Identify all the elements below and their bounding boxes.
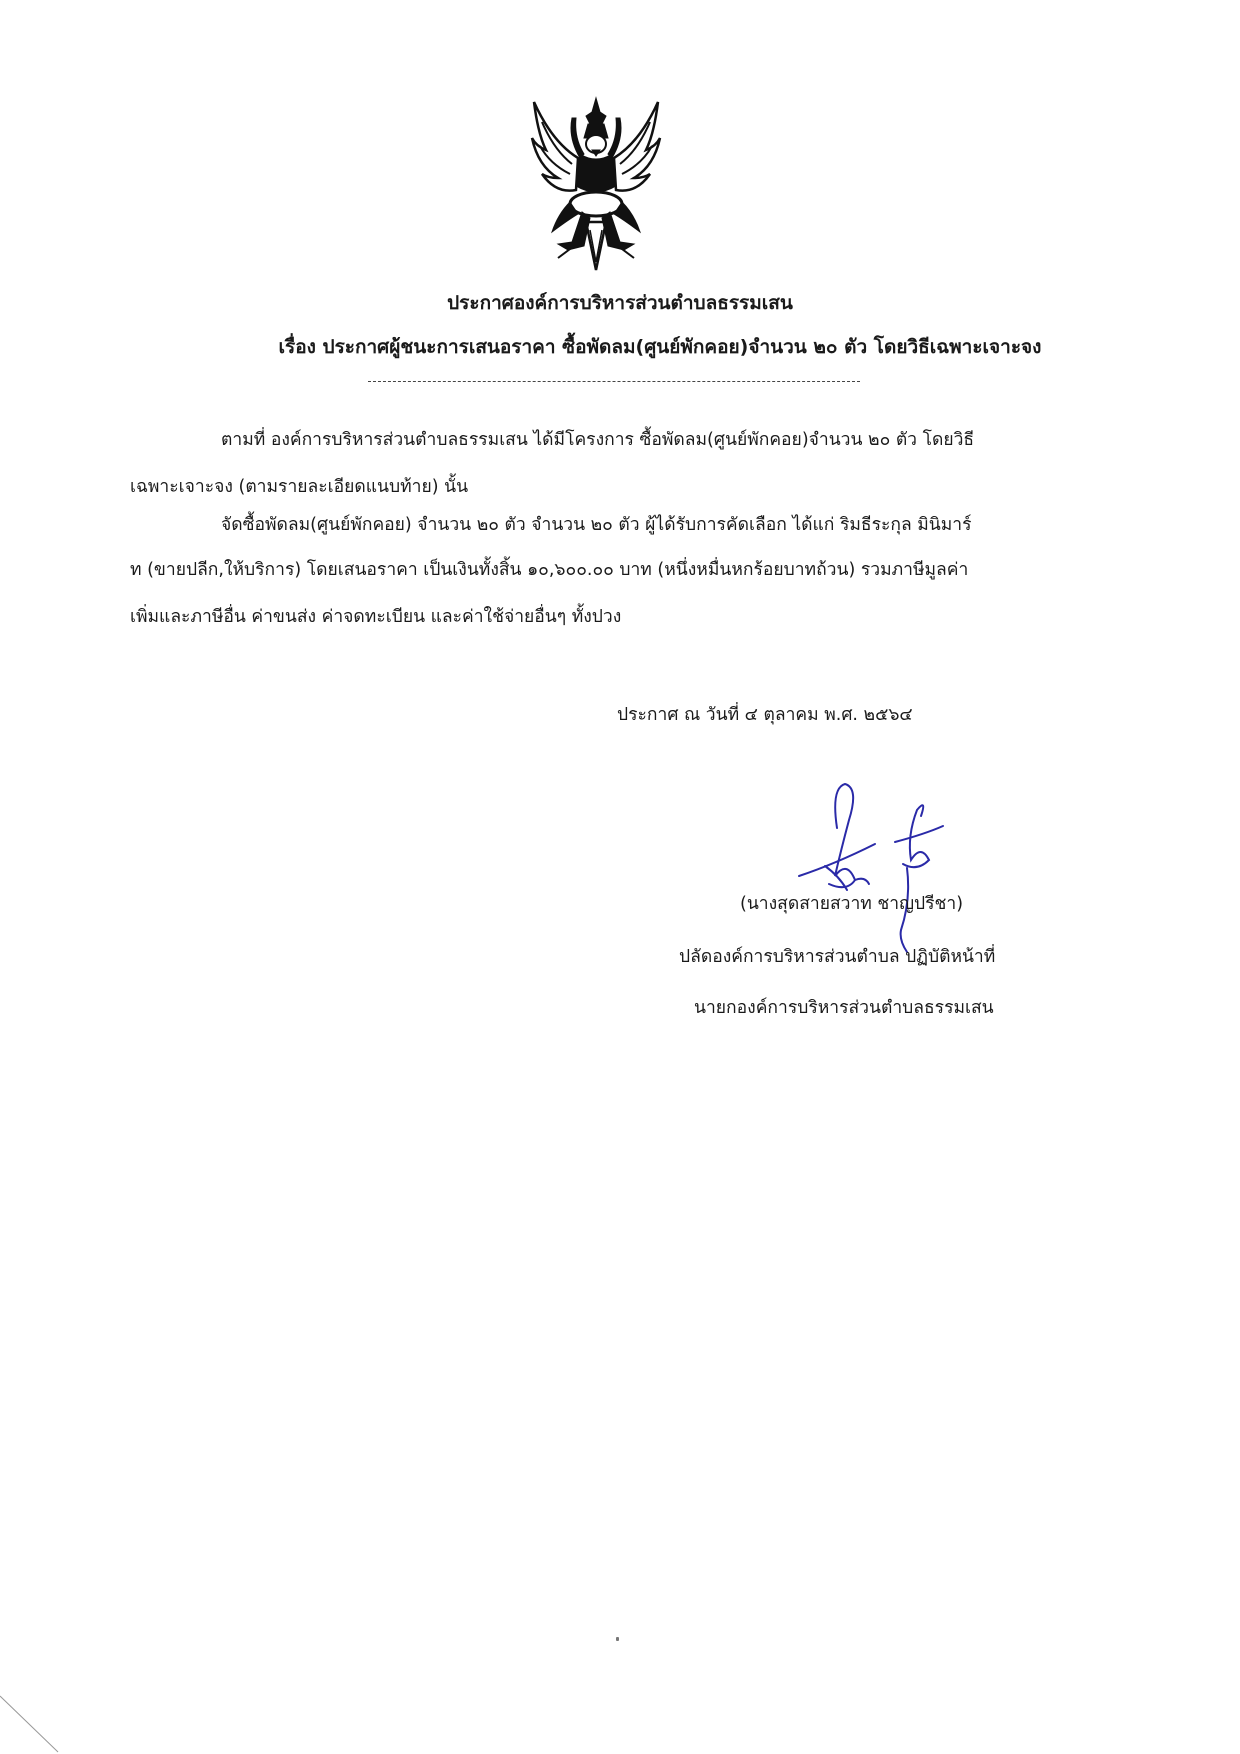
body-paragraph-2-line-1: จัดซื้อพัดลม(ศูนย์พักคอย) จำนวน ๒๐ ตัว จำนวน ๒๐ ตัว ผู้ได้รับการคัดเลือก ได้แก่ ริมธีระกุล มินิมาร์ bbox=[221, 515, 972, 535]
announcement-title: ประกาศองค์การบริหารส่วนตำบลธรรมเสน bbox=[447, 292, 793, 314]
title-divider bbox=[368, 381, 860, 382]
body-paragraph-1-line-1: ตามที่ องค์การบริหารส่วนตำบลธรรมเสน ได้มีโครงการ ซื้อพัดลม(ศูนย์พักคอย)จำนวน ๒๐ ตัว โดยวิธี bbox=[221, 430, 975, 450]
scan-speck bbox=[616, 1637, 619, 1641]
garuda-emblem-icon bbox=[528, 94, 664, 272]
signatory-name: (นางสุดสายสวาท ชาญปรีชา) bbox=[740, 894, 964, 914]
announcement-subject: เรื่อง ประกาศผู้ชนะการเสนอราคา ซื้อพัดลม(ศูนย์พักคอย)จำนวน ๒๐ ตัว โดยวิธีเฉพาะเจาะจง bbox=[278, 336, 1042, 358]
body-paragraph-2-line-2: ท (ขายปลีก,ให้บริการ) โดยเสนอราคา เป็นเงินทั้งสิ้น ๑๐,๖๐๐.๐๐ บาท (หนึ่งหมื่นหกร้อยบาทถ้วน) รวมภาษีมูลค่า bbox=[130, 560, 969, 580]
scan-edge-mark bbox=[0, 1690, 60, 1754]
signatory-position-2: นายกองค์การบริหารส่วนตำบลธรรมเสน bbox=[694, 998, 994, 1018]
body-paragraph-2-line-3: เพิ่มและภาษีอื่น ค่าขนส่ง ค่าจดทะเบียน และค่าใช้จ่ายอื่นๆ ทั้งปวง bbox=[130, 607, 622, 627]
signatory-position-1: ปลัดองค์การบริหารส่วนตำบล ปฏิบัติหน้าที่ bbox=[679, 947, 996, 967]
body-paragraph-1-line-2: เฉพาะเจาะจง (ตามรายละเอียดแนบท้าย) นั้น bbox=[130, 477, 469, 497]
announcement-date: ประกาศ ณ วันที่ ๔ ตุลาคม พ.ศ. ๒๕๖๔ bbox=[617, 705, 913, 725]
